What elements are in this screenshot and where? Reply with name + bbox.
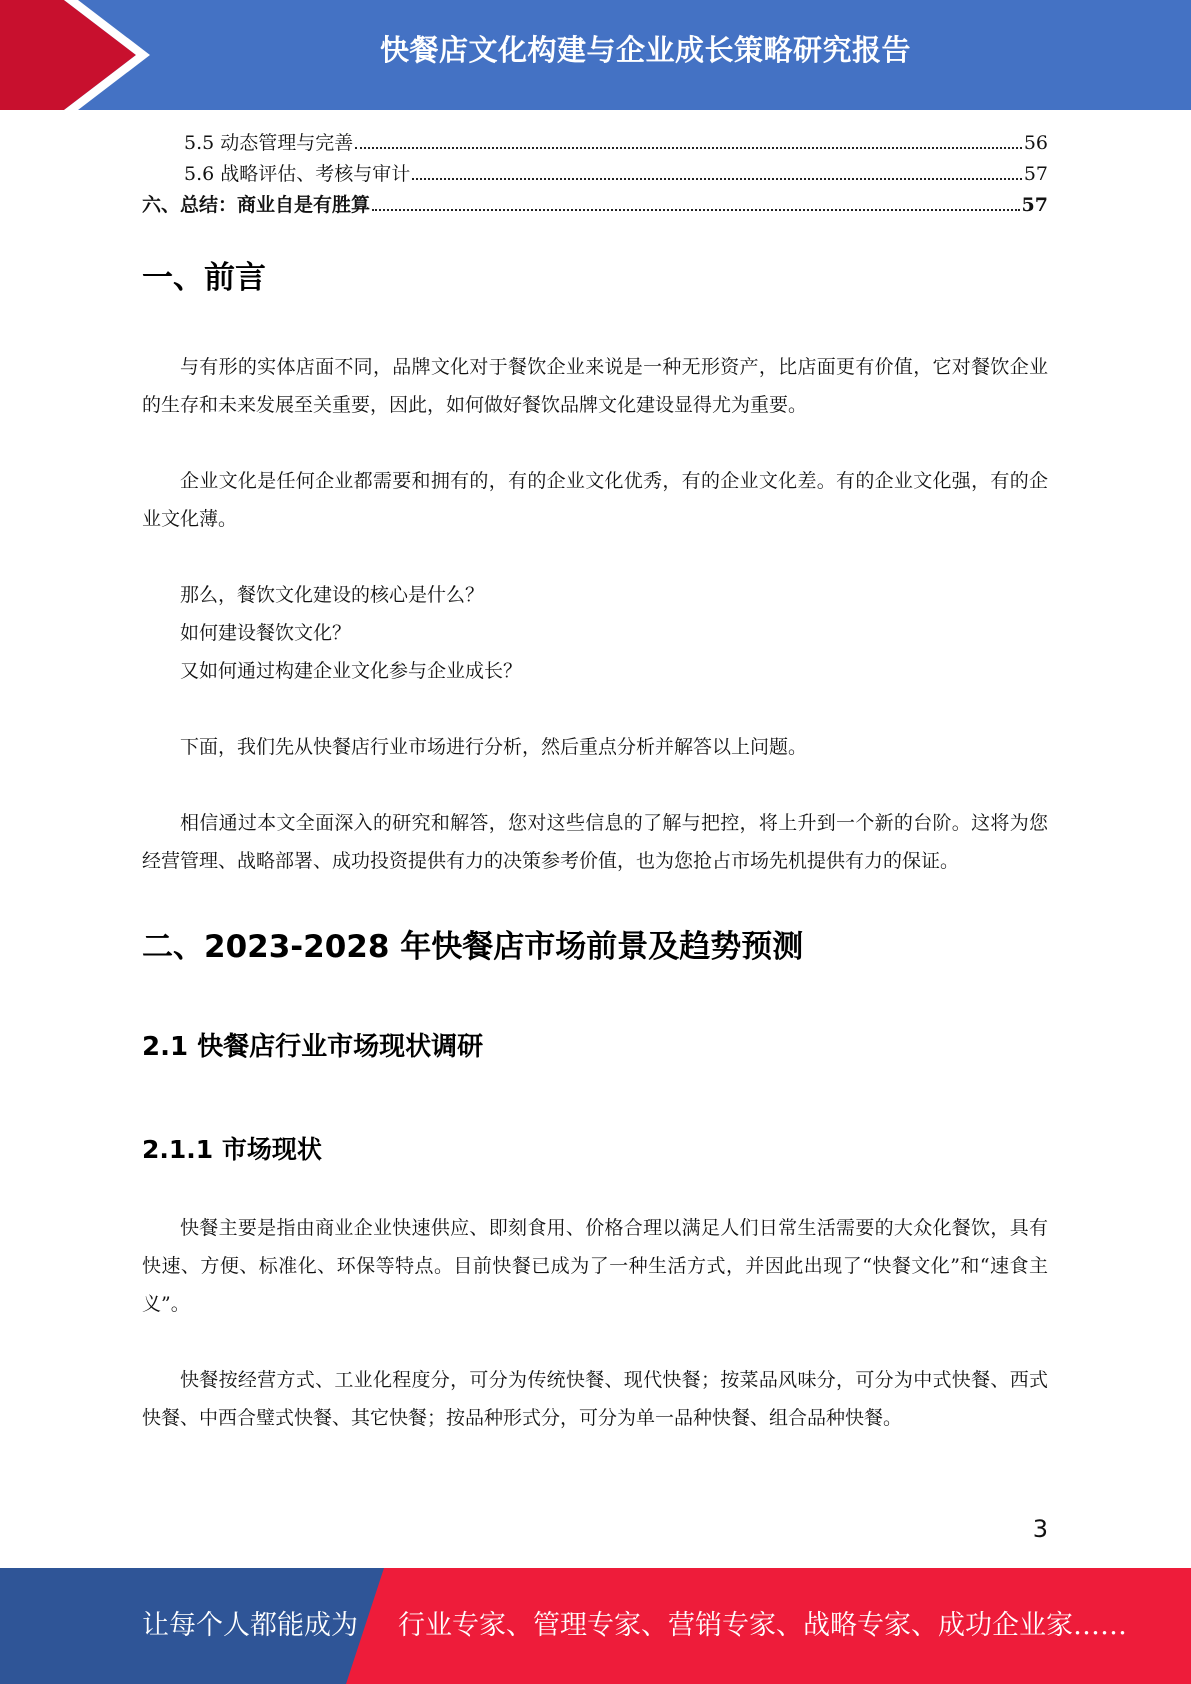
page-header bbox=[0, 0, 1191, 110]
body-paragraph: 快餐主要是指由商业企业快速供应、即刻食用、价格合理以满足人们日常生活需要的大众化餐饮，具有快速、方便、标准化、环保等特点。目前快餐已成为了一种生活方式，并因此出现了“快餐文化”和“速食主义”。 bbox=[142, 1217, 1048, 1315]
question-line: 那么，餐饮文化建设的核心是什么？ bbox=[180, 584, 485, 606]
question-list bbox=[142, 576, 1048, 690]
body-paragraph: 与有形的实体店面不同，品牌文化对于餐饮企业来说是一种无形资产，比店面更有价值，它对餐饮企业的生存和未来发展至关重要，因此，如何做好餐饮品牌文化建设显得尤为重要。 bbox=[142, 356, 1048, 416]
toc-entry-page: 57 bbox=[1021, 194, 1048, 216]
table-of-contents bbox=[142, 128, 1048, 221]
footer-slogan-right: 行业专家、管理专家、营销专家、战略专家、成功企业家…… bbox=[398, 1610, 1127, 1641]
question-line: 如何建设餐饮文化？ bbox=[180, 622, 352, 644]
body-paragraph: 相信通过本文全面深入的研究和解答，您对这些信息的了解与把控，将上升到一个新的台阶。这将为您经营管理、战略部署、成功投资提供有力的决策参考价值，也为您抢占市场先机提供有力的保证。 bbox=[142, 812, 1048, 872]
toc-entry-label: 六、总结：商业自是有胜算 bbox=[142, 194, 371, 216]
toc-entry-page: 57 bbox=[1023, 163, 1048, 185]
section-heading-preface: 一、前言 bbox=[142, 260, 266, 296]
body-paragraph: 下面，我们先从快餐店行业市场进行分析，然后重点分析并解答以上问题。 bbox=[180, 736, 808, 758]
toc-leader-dots bbox=[372, 209, 1020, 211]
subsection-heading: 2.1 快餐店行业市场现状调研 bbox=[142, 1032, 484, 1062]
page-footer bbox=[0, 1568, 1191, 1684]
section-heading-market-forecast: 二、2023-2028 年快餐店市场前景及趋势预测 bbox=[142, 929, 804, 965]
toc-leader-dots bbox=[355, 147, 1022, 149]
toc-entry-label: 5.5 动态管理与完善 bbox=[184, 132, 354, 154]
toc-leader-dots bbox=[412, 178, 1022, 180]
question-line: 又如何通过构建企业文化参与企业成长？ bbox=[180, 660, 523, 682]
toc-entry[interactable] bbox=[142, 190, 1048, 221]
document-body bbox=[142, 128, 1048, 1437]
toc-entry[interactable] bbox=[142, 159, 1048, 190]
header-title: 快餐店文化构建与企业成长策略研究报告 bbox=[379, 33, 911, 67]
toc-entry-page: 56 bbox=[1023, 132, 1048, 154]
body-paragraph: 快餐按经营方式、工业化程度分，可分为传统快餐、现代快餐；按菜品风味分，可分为中式快餐、西式快餐、中西合璧式快餐、其它快餐；按品种形式分，可分为单一品种快餐、组合品种快餐。 bbox=[142, 1369, 1048, 1429]
page-number: 3 bbox=[1032, 1515, 1048, 1543]
toc-entry-label: 5.6 战略评估、考核与审计 bbox=[184, 163, 411, 185]
footer-slogan-left: 让每个人都能成为 bbox=[142, 1610, 358, 1641]
body-paragraph: 企业文化是任何企业都需要和拥有的，有的企业文化优秀，有的企业文化差。有的企业文化强，有的企业文化薄。 bbox=[142, 470, 1048, 530]
toc-entry[interactable] bbox=[142, 128, 1048, 159]
subsubsection-heading: 2.1.1 市场现状 bbox=[142, 1135, 322, 1164]
